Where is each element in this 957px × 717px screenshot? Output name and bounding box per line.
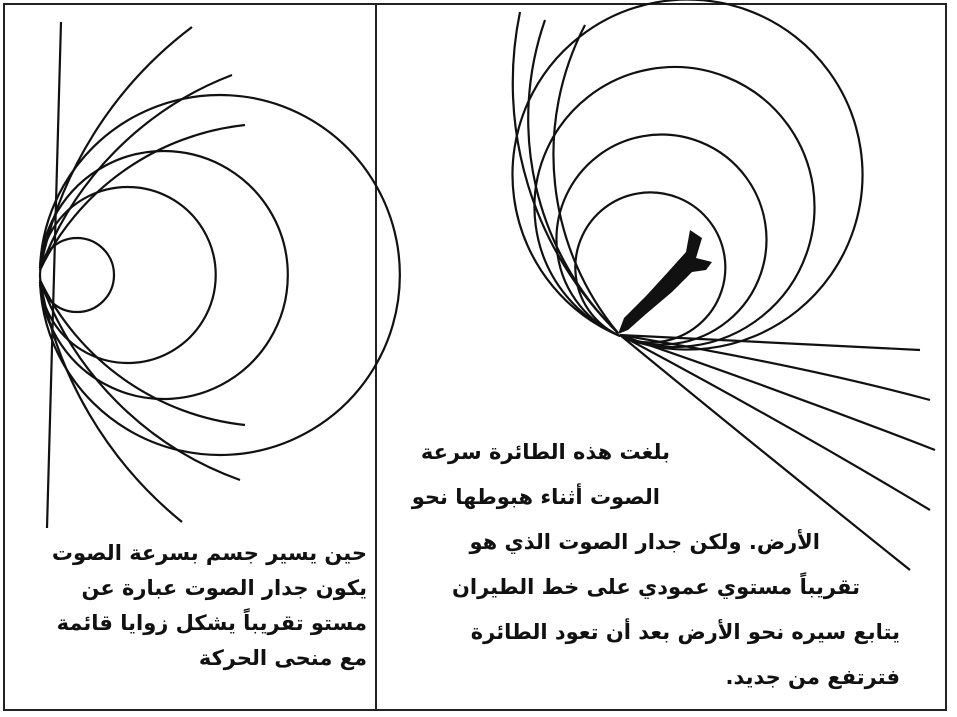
aircraft-wavefront-3 — [534, 67, 814, 347]
right-caption-line-1: بلغت هذه الطائرة سرعة — [420, 440, 670, 464]
right-caption — [390, 430, 930, 700]
wavefront-arc-5-top — [40, 125, 245, 270]
left-caption-line-1: حين يسير جسم بسرعة الصوت — [51, 541, 367, 565]
upper-arc-2 — [513, 12, 618, 333]
upper-arc-1 — [528, 20, 618, 333]
right-caption-line-2: الصوت أثناء هبوطها نحو — [411, 485, 660, 509]
left-caption-line-3: مستو تقريباً يشكل زوايا قائمة — [56, 611, 367, 635]
upper-arc-3 — [553, 25, 618, 333]
right-caption-line-4: تقريباً مستوي عمودي على خط الطيران — [451, 575, 860, 599]
wavefront-arc-6-bottom — [40, 280, 240, 480]
right-caption-line-3: الأرض. ولكن جدار الصوت الذي هو — [469, 530, 820, 554]
right-caption-line-6: فترتفع من جديد. — [725, 665, 900, 689]
wavefront-arc-6-top — [40, 75, 232, 270]
left-caption-line-4: مع منحى الحركة — [198, 646, 367, 670]
wavefront-arc-3 — [40, 151, 288, 399]
aircraft-wavefront-2 — [556, 135, 766, 345]
sound-barrier-plane — [47, 22, 61, 528]
left-wavefront-diagram — [40, 22, 400, 528]
wavefront-arc-4 — [40, 95, 400, 455]
left-caption-line-2: يكون جدار الصوت عبارة عن — [81, 576, 367, 600]
right-caption-line-5: يتابع سيره نحو الأرض بعد أن تعود الطائرة — [470, 620, 900, 644]
wavefront-arc-5-bottom — [40, 280, 245, 425]
left-caption — [12, 536, 367, 676]
aircraft-icon — [618, 230, 712, 334]
wavefront-arc-7-top — [40, 27, 192, 270]
